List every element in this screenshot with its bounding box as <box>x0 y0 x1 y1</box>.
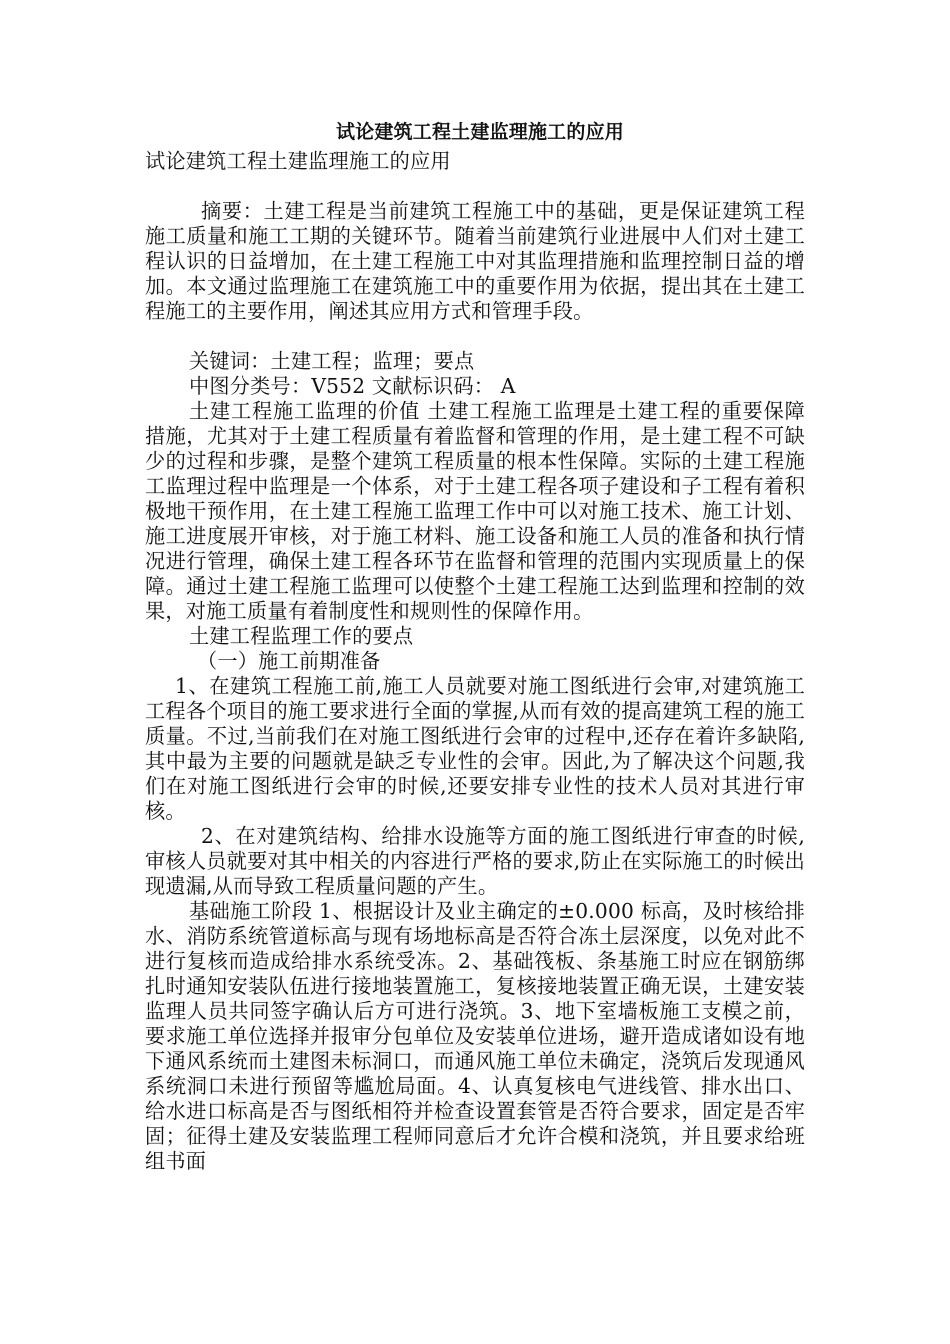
document-body <box>145 120 805 1174</box>
item-paragraph-1: 1、在建筑工程施工前,施工人员就要对施工图纸进行会审,对建筑施工工程各个项目的施工要求进行全面的掌握,从而有效的提高建筑工程的施工质量。不过,当前我们在对施工图纸进行会审的过程中,还存在着许多缺陷,其中最为主要的问题就是缺乏专业性的会审。因此,为了解决这个问题,我们在对施工图纸进行会审的时候,还要安排专业性的技术人员对其进行审核。 <box>145 674 805 823</box>
blank-line <box>145 324 805 349</box>
abstract-paragraph: 摘要：土建工程是当前建筑工程施工中的基础，更是保证建筑工程施工质量和施工工期的关键环节。随着当前建筑行业进展中人们对土建工程认识的日益增加，在土建工程施工中对其监理措施和监理控制日益的增加。本文通过监理施工在建筑施工中的重要作用为依据，提出其在土建工程施工的主要作用，阐述其应用方式和管理手段。 <box>145 199 805 323</box>
section-heading: 土建工程监理工作的要点 <box>189 624 414 648</box>
subsection-heading: （一）施工前期准备 <box>197 649 381 673</box>
blank-line <box>145 174 805 199</box>
classification-line: 中图分类号：V552 文献标识码： A <box>189 374 516 398</box>
foundation-paragraph: 基础施工阶段 1、根据设计及业主确定的±0.000 标高，及时核给排水、消防系统管道标高与现有场地标高是否符合冻土层深度，以免对此不进行复核而造成给排水系统受冻。2、基础筏板、条基施工时应在钢筋绑扎时通知安装队伍进行接地装置施工，复核接地装置正确无误，土建安装监理人员共同签字确认后方可进行浇筑。3、地下室墙板施工支模之前，要求施工单位选择并报审分包单位及安装单位进场，避开造成诸如设有地下通风系统而土建图未标洞口，而通风施工单位未确定，浇筑后发现通风系统洞口未进行预留等尴尬局面。4、认真复核电气进线管、排水出口、给水进口标高是否与图纸相符并检查设置套管是否符合要求，固定是否牢固；征得土建及安装监理工程师同意后才允许合模和浇筑，并且要求给班组书面 <box>145 899 805 1173</box>
value-paragraph: 土建工程施工监理的价值 土建工程施工监理是土建工程的重要保障措施，尤其对于土建工程质量有着监督和管理的作用，是土建工程不可缺少的过程和步骤，是整个建筑工程质量的根本性保障。实际的土建工程施工监理过程中监理是一个体系，对于土建工程各项子建设和子工程有着积极地干预作用，在土建工程施工监理工作中可以对施工技术、施工计划、施工进度展开审核，对于施工材料、施工设备和施工人员的准备和执行情况进行管理，确保土建工程各环节在监督和管理的范围内实现质量上的保障。通过土建工程施工监理可以使整个土建工程施工达到监理和控制的效果，对施工质量有着制度性和规则性的保障作用。 <box>145 399 805 623</box>
document-subtitle: 试论建筑工程土建监理施工的应用 <box>145 149 451 173</box>
item-paragraph-2: 2、在对建筑结构、给排水设施等方面的施工图纸进行审查的时候,审核人员就要对其中相关的内容进行严格的要求,防止在实际施工的时候出现遗漏,从而导致工程质量问题的产生。 <box>145 824 805 898</box>
keywords-line: 关键词：土建工程；监理；要点 <box>189 349 475 373</box>
document-title: 试论建筑工程土建监理施工的应用 <box>335 121 624 143</box>
